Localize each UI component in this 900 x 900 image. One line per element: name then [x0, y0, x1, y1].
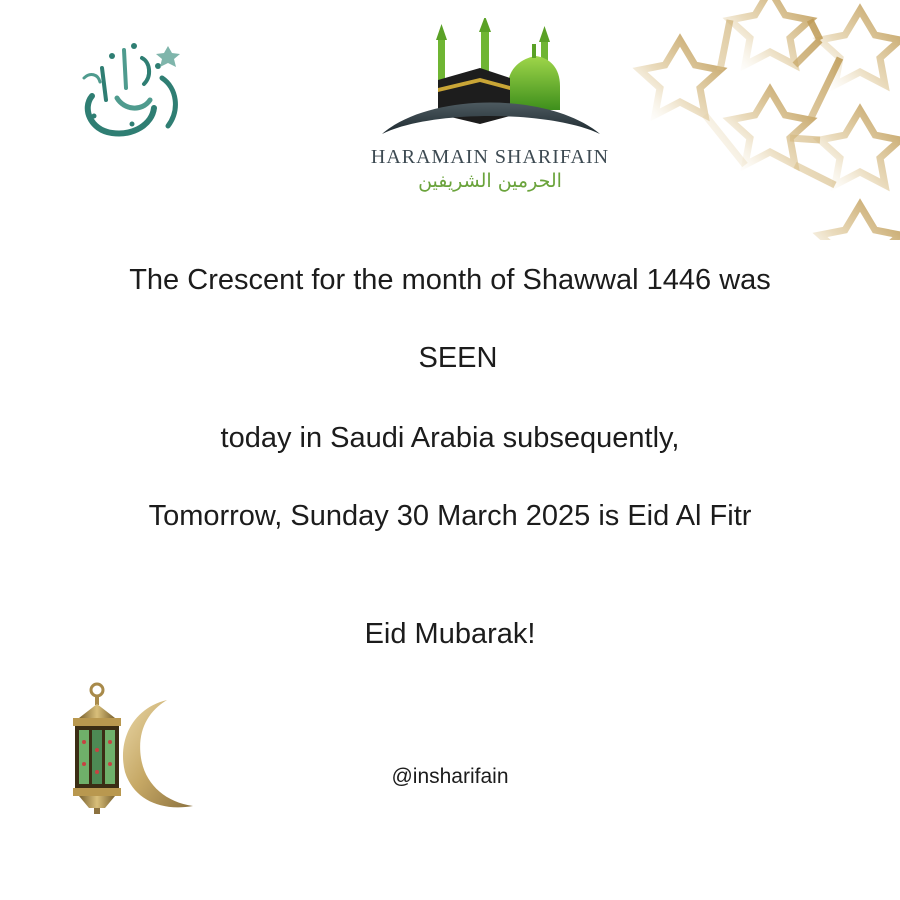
kaaba-and-green-dome-icon [370, 18, 610, 136]
ramadan-calligraphy-icon [72, 38, 187, 148]
eid-greeting: Eid Mubarak! [364, 618, 536, 650]
announcement-line-1: The Crescent for the month of Shawwal 1446 was [129, 264, 771, 296]
announcement-eid-date: Tomorrow, Sunday 30 March 2025 is Eid Al Fitr [148, 500, 752, 532]
announcement-seen: SEEN [418, 342, 498, 374]
haramain-sharifain-logo [360, 18, 620, 192]
lantern-crescent-icon [55, 680, 200, 820]
announcement-line-3: today in Saudi Arabia subsequently, [220, 422, 680, 454]
brand-arabic-name: الحرمين الشريفين [418, 170, 562, 192]
brand-name: HARAMAIN SHARIFAIN [370, 146, 610, 168]
social-handle: @insharifain [391, 765, 509, 788]
